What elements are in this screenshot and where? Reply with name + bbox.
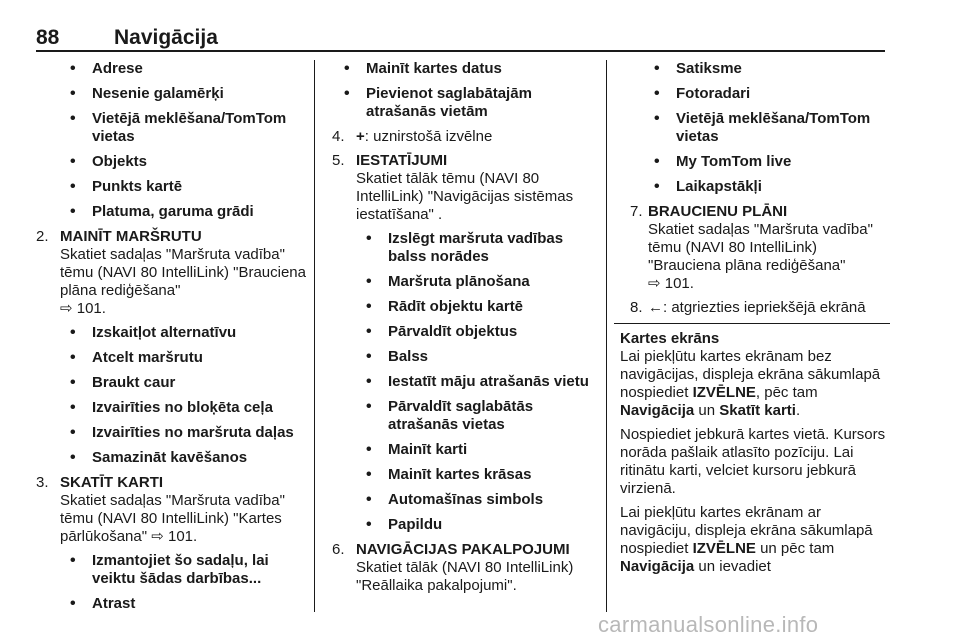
- list-item: • Laikapstākļi: [620, 178, 890, 196]
- plus-icon: +: [356, 128, 365, 145]
- page-ref-icon: ⇨: [648, 275, 661, 292]
- numbered-item-8: [620, 299, 890, 317]
- item-body: Skatiet sadaļas "Maršruta vadība" tēmu (NAVI 80 IntelliLink) "Brauciena plāna rediģēšana" ⇨ 101.: [60, 246, 306, 317]
- item-number: 4.: [332, 128, 345, 145]
- list-item: • Izskaitļot alternatīvu: [36, 324, 306, 342]
- item-text: : atgriezties iepriekšējā ekrānā: [663, 299, 866, 316]
- list-item: • My TomTom live: [620, 153, 890, 171]
- bullet-list-item2: [36, 324, 306, 467]
- item-text: : uznirstošā izvēlne: [364, 128, 493, 145]
- list-item: • Izvairīties no bloķēta ceļa: [36, 399, 306, 417]
- list-item: • Vietējā meklēšana/TomTom vietas: [36, 110, 306, 146]
- item-heading: SKATĪT KARTI: [60, 474, 164, 491]
- list-item: • Pārvaldīt objektus: [332, 323, 594, 341]
- list-item: • Izmantojiet šo sadaļu, lai veiktu šādas darbības...: [36, 552, 306, 588]
- list-item: • Nesenie galamērķi: [36, 85, 306, 103]
- item-heading: IESTATĪJUMI: [356, 152, 448, 169]
- page-title: Navigācija: [114, 26, 218, 49]
- section-divider: [614, 323, 890, 324]
- column-3: [620, 60, 890, 582]
- list-item: • Platuma, garuma grādi: [36, 203, 306, 221]
- list-item: • Papildu: [332, 516, 594, 534]
- page-ref-icon: ⇨: [60, 300, 73, 317]
- item-number: 2.: [36, 228, 49, 245]
- list-item: • Pievienot saglabātajām atrašanās vietām: [332, 85, 594, 121]
- page-number: 88: [36, 26, 60, 49]
- column-divider-2: [606, 60, 607, 612]
- page-ref: 101.: [76, 300, 106, 317]
- page-ref-icon: ⇨: [151, 528, 164, 545]
- page-header: [36, 22, 885, 52]
- list-item: • Samazināt kavēšanos: [36, 449, 306, 467]
- numbered-item-4: [332, 128, 594, 146]
- list-item: • Atcelt maršrutu: [36, 349, 306, 367]
- list-item: • Iestatīt māju atrašanās vietu: [332, 373, 594, 391]
- list-item: • Mainīt kartes krāsas: [332, 466, 594, 484]
- numbered-item-6: [332, 541, 594, 595]
- item-heading: BRAUCIENU PLĀNI: [648, 203, 788, 220]
- item-number: 3.: [36, 474, 49, 491]
- bullet-list-item3: [36, 552, 306, 613]
- numbered-item-3: [36, 474, 306, 546]
- list-item: • Punkts kartē: [36, 178, 306, 196]
- column-1: [36, 60, 306, 620]
- list-item: • Objekts: [36, 153, 306, 171]
- numbered-item-2: [36, 228, 306, 318]
- bullet-list-top: [332, 60, 594, 121]
- bullet-list-top: [620, 60, 890, 196]
- header-rule: [36, 50, 885, 52]
- list-item: • Balss: [332, 348, 594, 366]
- list-item: • Satiksme: [620, 60, 890, 78]
- numbered-item-5: [332, 152, 594, 224]
- column-2: [332, 60, 594, 601]
- bullet-list-item5: [332, 230, 594, 534]
- page-ref: 101.: [167, 528, 198, 545]
- list-item: • Adrese: [36, 60, 306, 78]
- item-body: Skatiet sadaļas "Maršruta vadība" tēmu (NAVI 80 IntelliLink) "Kartes pārlūkošana" ⇨ 101.: [60, 492, 285, 545]
- numbered-item-7: [620, 203, 890, 293]
- item-heading: MAINĪT MARŠRUTU: [60, 228, 202, 245]
- list-item: • Vietējā meklēšana/TomTom vietas: [620, 110, 890, 146]
- list-item: • Maršruta plānošana: [332, 273, 594, 291]
- list-item: • Mainīt kartes datus: [332, 60, 594, 78]
- item-body: Skatiet sadaļas "Maršruta vadība" tēmu (NAVI 80 IntelliLink) "Brauciena plāna rediģēšana" ⇨ 101.: [648, 221, 873, 292]
- section-heading: Kartes ekrāns: [620, 330, 720, 347]
- item-number: 8.: [630, 299, 643, 316]
- list-item: • Braukt caur: [36, 374, 306, 392]
- watermark: carmanualsonline.info: [598, 612, 819, 637]
- bullet-list-top: [36, 60, 306, 221]
- paragraph-2: Nospiediet jebkurā kartes vietā. Kursors norāda pašlaik atlasīto pozīciju. Lai ritinātu karti, velciet kursoru jebkurā virzienā.: [620, 426, 886, 497]
- list-item: • Rādīt objektu kartē: [332, 298, 594, 316]
- paragraph-3: Lai piekļūtu kartes ekrānam ar navigāciju, displeja ekrāna sākumlapā nospiediet IZVĒLNE un pēc tam Navigācija un ievadiet: [620, 504, 873, 575]
- item-number: 6.: [332, 541, 345, 558]
- list-item: • Mainīt karti: [332, 441, 594, 459]
- list-item: • Izvairīties no maršruta daļas: [36, 424, 306, 442]
- item-number: 5.: [332, 152, 345, 169]
- list-item: • Fotoradari: [620, 85, 890, 103]
- page-ref: 101.: [664, 275, 694, 292]
- list-item: • Atrast: [36, 595, 306, 613]
- back-arrow-icon: ←: [648, 299, 663, 316]
- paragraph-1: Lai piekļūtu kartes ekrānam bez navigācijas, displeja ekrāna sākumlapā nospiediet IZVĒLNE, pēc tam Navigācija un Skatīt karti.: [620, 348, 881, 419]
- list-item: • Izslēgt maršruta vadības balss norādes: [332, 230, 594, 266]
- item-body: Skatiet tālāk tēmu (NAVI 80 IntelliLink) "Navigācijas sistēmas iestatīšana" .: [356, 170, 574, 223]
- item-body: Skatiet tālāk (NAVI 80 IntelliLink) "Reāllaika pakalpojumi".: [356, 559, 574, 594]
- item-number: 7.: [630, 203, 643, 220]
- list-item: • Automašīnas simbols: [332, 491, 594, 509]
- column-divider-1: [314, 60, 315, 612]
- item-heading: NAVIGĀCIJAS PAKALPOJUMI: [356, 541, 570, 558]
- list-item: • Pārvaldīt saglabātās atrašanās vietas: [332, 398, 594, 434]
